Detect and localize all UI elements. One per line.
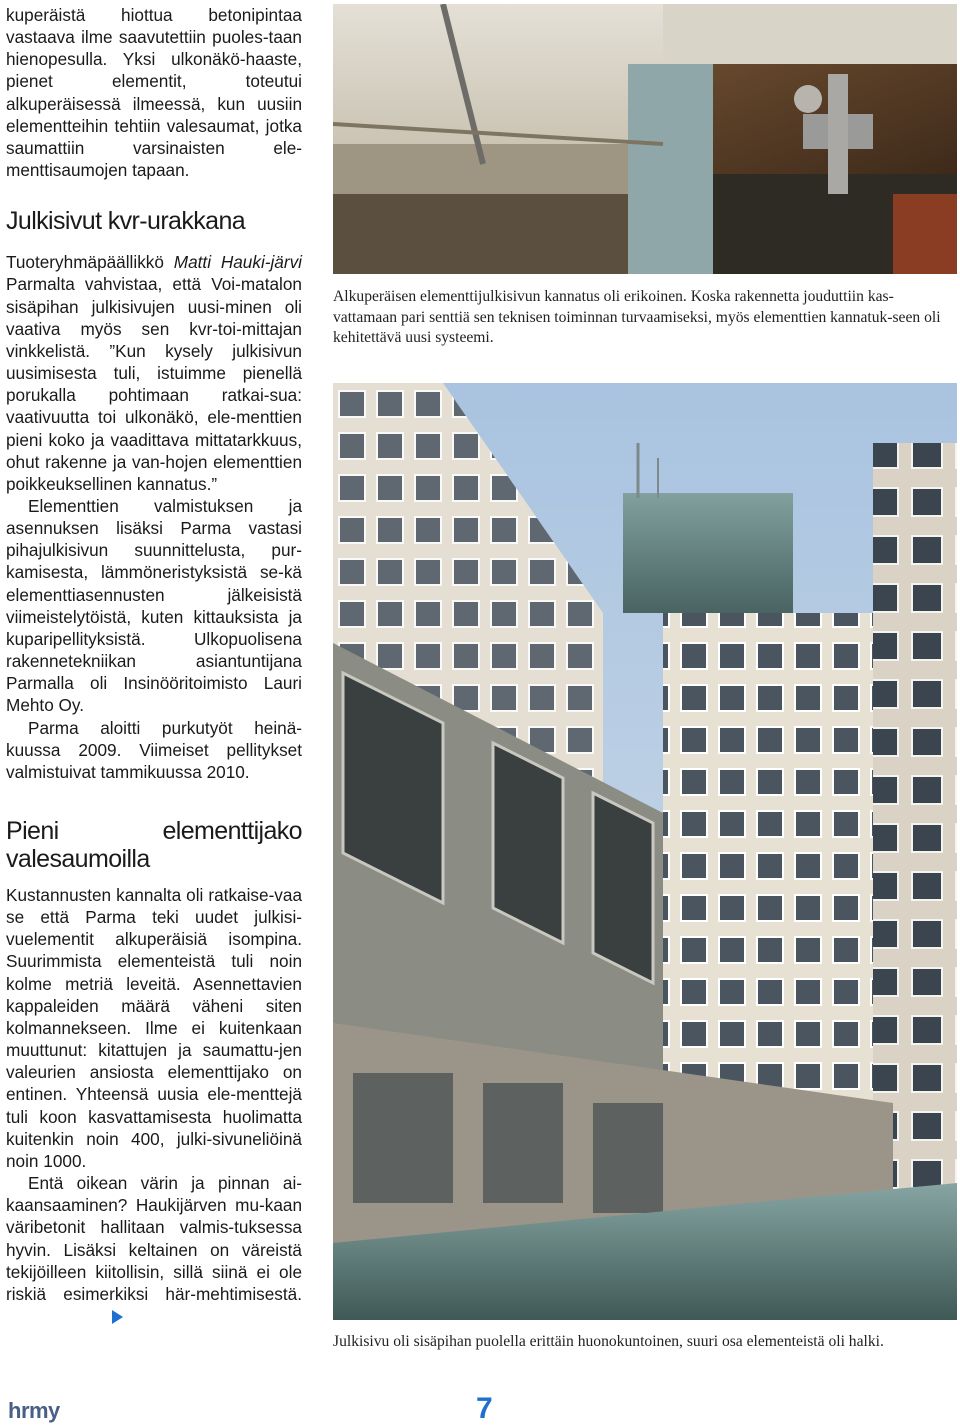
person-name: Matti Hauki-järvi	[173, 252, 303, 273]
photo2-caption: Julkisivu oli sisäpihan puolella erittäin huonokuntoinen, suuri osa elementeistä oli halki.	[333, 1333, 884, 1350]
page-number: 7	[476, 1392, 493, 1425]
section2-paragraph-2	[6, 1172, 302, 1327]
section1-paragraph-2: Elementtien valmistuksen ja asennuksen lisäksi Parma vastasi pihajulkisivun suunnittelusta, pur-kamisesta, lämmöneristyksistä se-kä elementtiasennusten jälkeisistä viimeistelytöistä, kuten kittauksista ja kuparipellityksistä. Ulkopuolisena rakennetekniikan asiantuntijana Parmalla oli Insinööritoimisto Lauri Mehto Oy.	[6, 495, 302, 716]
intro-paragraph: kuperäistä hiottua betonipintaa vastaava ilme saavutettiin puoles-taan hienopesulla. Yksi ulkonäkö-haaste, pienet elementit, toteutui alkuperäisessä ilmeessä, kun uusiin elementteihin tehtiin valesaumat, jotka saumattiin varsinaisten ele-menttisaumojen tapaan.	[6, 5, 302, 181]
support-detail-photo	[333, 4, 957, 274]
photo1-caption: Alkuperäisen elementtijulkisivun kannatus oli erikoinen. Koska rakennetta jouduttiin kas-vattamaan pari senttiä sen teknisen toiminnan turvaamiseksi, myös elementtien kannatuk-seen oli kehitettävä uusi systeemi.	[333, 288, 941, 346]
section1-paragraph-3: Parma aloitti purkutyöt heinä-kuussa 2009. Viimeiset pellitykset valmistuivat tammikuussa 2010.	[6, 717, 302, 782]
section1-paragraph-1	[6, 251, 302, 495]
section1-p1-post: Parmalta vahvistaa, että Voi-matalon sisäpihan julkisivujen uusi-minen oli vaativa myös sen kvr-toi-mittajan vinkkelistä. ”Kun kysely julkisivun uusimisesta tuli, istuimme pienellä porukalla pohtimaan ratkai-sua: vaativuutta toi ulkonäkö, ele-menttien pieni koko ja vaadittava mittatarkkuus, ohut rakenne ja van-hojen elementtien poikkeuksellinen kannatus.”	[6, 274, 302, 494]
section2-paragraph-1: Kustannusten kannalta oli ratkaise-vaa se että Parma teki uudet julkisi-vuelementit alkuperäisiä isompina. Suurimmista elementeistä tuli noin kolme metriä leveitä. Asennettavien kappaleiden määrä väheni siten kolmannekseen. Ilme ei kuitenkaan muuttunut: kitattujen ja saumattu-jen valeurien ansiosta elementtijako on entinen. Yhteensä uusia ele-menttejä tuli koon kasvattamisesta huolimatta kuitenkin noin 400, julki-sivuneliöinä noin 1000.	[6, 885, 302, 1171]
section-heading-elementtijako: Pieni elementtijako valesaumoilla	[6, 817, 302, 873]
article-left-column	[6, 4, 302, 1327]
section1-p1-pre: Tuoteryhmäpäällikkö	[6, 252, 174, 273]
magazine-logo: hrmy	[8, 1398, 60, 1423]
continue-arrow-icon	[112, 1310, 123, 1324]
courtyard-facade-photo	[333, 383, 957, 1320]
section2-p2-text: Entä oikean värin ja pinnan ai-kaansaaminen? Haukijärven mu-kaan väribetonit hallitaan valmis-tuksessa hyvin. Lisäksi keltainen on väreistä tekijöilleen kiitollisin, sillä siinä ei ole riskiä esimerkiksi här-mehtimisestä.	[6, 1173, 302, 1304]
section-heading-kvr: Julkisivut kvr-urakkana	[6, 207, 246, 236]
